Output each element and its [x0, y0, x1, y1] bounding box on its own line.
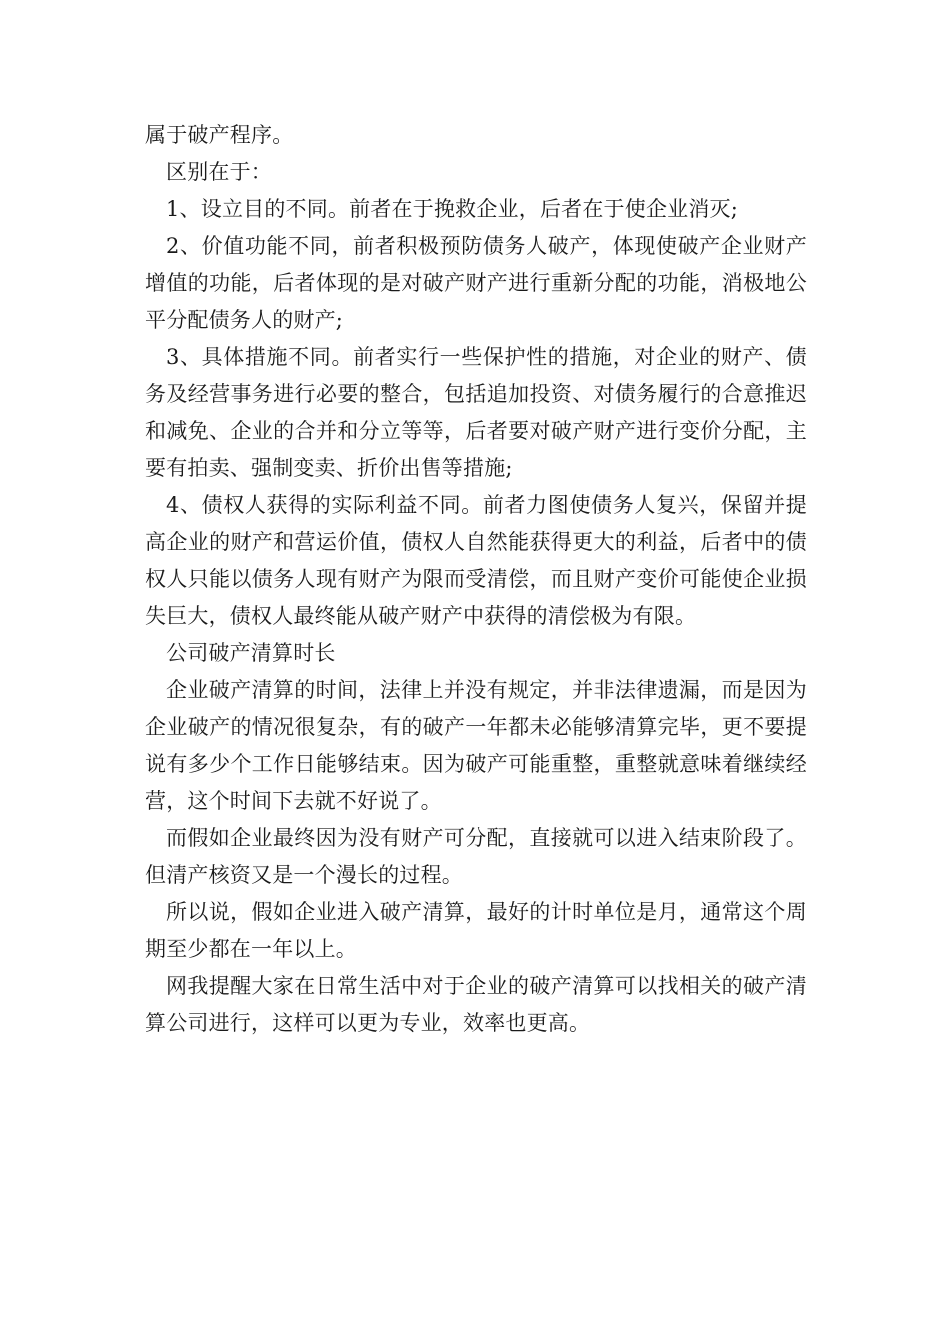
- paragraph-duration-3: 所以说，假如企业进入破产清算，最好的计时单位是月，通常这个周期至少都在一年以上。: [145, 900, 807, 961]
- paragraph-differences-heading: 区别在于：: [166, 160, 272, 184]
- paragraph-closing: 网我提醒大家在日常生活中对于企业的破产清算可以找相关的破产清算公司进行，这样可以更为专业，效率也更高。: [145, 974, 807, 1035]
- paragraph-duration-1: 企业破产清算的时间，法律上并没有规定，并非法律遗漏，而是因为企业破产的情况很复杂，有的破产一年都未必能够清算完毕，更不要提说有多少个工作日能够结束。因为破产可能重整，重整就意味着继续经营，这个时间下去就不好说了。: [145, 678, 807, 813]
- paragraph-point-4: 4、债权人获得的实际利益不同。前者力图使债务人复兴，保留并提高企业的财产和营运价值，债权人自然能获得更大的利益，后者中的债权人只能以债务人现有财产为限而受清偿，而且财产变价可能使企业损失巨大，债权人最终能从破产财产中获得的清偿极为有限。: [145, 493, 807, 628]
- paragraph-point-3: 3、具体措施不同。前者实行一些保护性的措施，对企业的财产、债务及经营事务进行必要的整合，包括追加投资、对债务履行的合意推迟和减免、企业的合并和分立等等，后者要对破产财产进行变价分配，主要有拍卖、强制变卖、折价出售等措施;: [145, 345, 807, 480]
- document-body: [145, 117, 807, 1042]
- paragraph-continuation: 属于破产程序。: [145, 123, 294, 147]
- paragraph-point-1: 1、设立目的不同。前者在于挽救企业，后者在于使企业消灭;: [166, 197, 739, 221]
- section-heading-duration: 公司破产清算时长: [166, 641, 336, 665]
- paragraph-point-2: 2、价值功能不同，前者积极预防债务人破产，体现使破产企业财产增值的功能，后者体现的是对破产财产进行重新分配的功能，消极地公平分配债务人的财产;: [145, 234, 807, 332]
- paragraph-duration-2: 而假如企业最终因为没有财产可分配，直接就可以进入结束阶段了。但清产核资又是一个漫长的过程。: [145, 826, 807, 887]
